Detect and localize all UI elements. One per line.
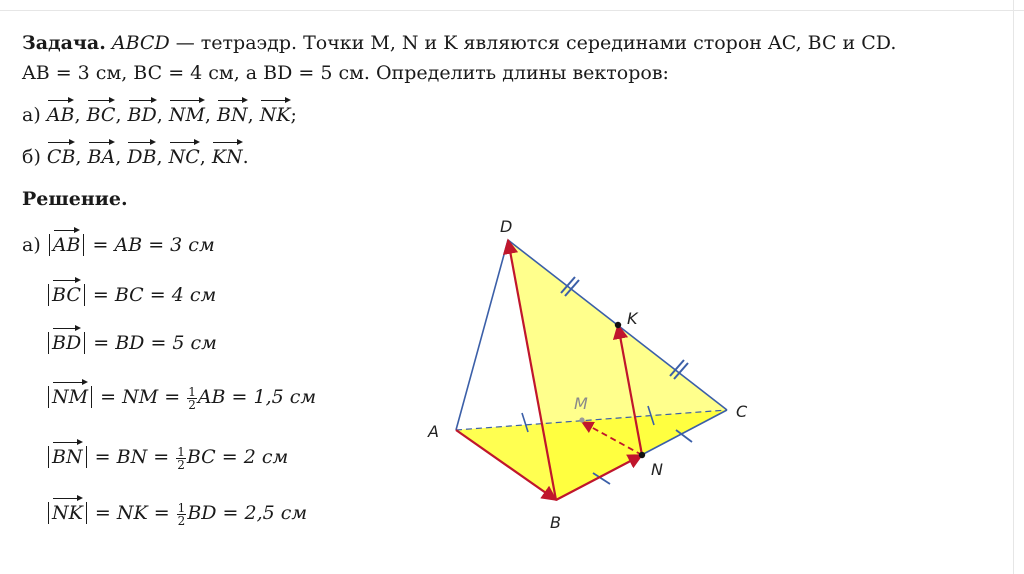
fraction-denominator: 2 [177, 513, 186, 528]
solution-rhs: = BD = 5 см [93, 332, 217, 354]
vector-magnitude [48, 332, 85, 354]
part-a-vector-nm: NM [169, 98, 205, 128]
solution-rhs: = AB = 3 см [92, 234, 215, 256]
solution-lhs: = NM = [100, 386, 181, 408]
solution-row-bc [46, 278, 216, 308]
solution-vector-bc: BC [52, 278, 81, 308]
label-m: M [574, 394, 588, 413]
point-m [579, 417, 584, 422]
part-a-vector-bn: BN [217, 98, 248, 128]
label-c: C [736, 402, 748, 421]
part-b-vector-ba: BA [88, 140, 116, 170]
tetrahedron-name: ABCD [111, 32, 170, 54]
solution-lhs: = BN = [94, 446, 170, 468]
label-n: N [651, 460, 663, 479]
solution-prefix: а) [22, 234, 41, 256]
problem-part-a: а) AB, BC, BD, NM, BN, NK; [22, 98, 297, 128]
fraction-one-half [187, 386, 197, 411]
part-a-prefix: а) [22, 104, 41, 126]
vector-magnitude [48, 502, 87, 524]
fraction-numerator: 1 [188, 384, 196, 399]
part-a-vector-bd: BD [128, 98, 157, 128]
part-b-prefix: б) [22, 146, 41, 168]
solution-vector-bn: BN [52, 440, 83, 470]
vector-magnitude [48, 446, 87, 468]
problem-heading: Задача. [22, 32, 106, 54]
vector-magnitude [48, 386, 92, 408]
problem-line-1 [22, 30, 896, 56]
solution-rhs: AB = 1,5 см [197, 386, 317, 408]
problem-line-1-text: — тетраэдр. Точки M, N и K являются серединами сторон AC, BC и CD. [175, 32, 897, 54]
face-acb [456, 410, 727, 500]
fraction-numerator: 1 [177, 500, 186, 515]
solution-vector-ab: AB [53, 228, 81, 258]
label-d: D [500, 217, 513, 236]
point-n [639, 452, 645, 458]
fraction-one-half [177, 502, 187, 527]
tetrahedron-figure [420, 210, 780, 550]
part-b-vector-list: CB, BA, DB, NC, KN [47, 146, 243, 168]
label-b: B [550, 513, 561, 532]
part-b-vector-kn: KN [212, 140, 243, 170]
vector-magnitude [49, 234, 85, 256]
solution-row-bn [46, 440, 288, 471]
solution-vector-bd: BD [52, 326, 81, 356]
solution-rhs: = BC = 4 см [92, 284, 217, 306]
solution-rhs: BC = 2 см [186, 446, 289, 468]
part-a-vector-nk: NK [260, 98, 291, 128]
solution-row-bd [46, 326, 217, 356]
part-b-vector-cb: CB [47, 140, 76, 170]
slide-frame-right [1013, 0, 1024, 574]
solution-row-nk [46, 496, 307, 527]
fraction-one-half [176, 446, 186, 471]
edge-da [456, 240, 508, 430]
part-a-vector-ab: AB [47, 98, 75, 128]
solution-rhs: BD = 2,5 см [187, 502, 308, 524]
solution-lhs: = NK = [94, 502, 170, 524]
part-b-vector-db: DB [127, 140, 156, 170]
part-a-vector-list: AB, BC, BD, NM, BN, NK [47, 104, 291, 126]
fraction-denominator: 2 [188, 397, 196, 412]
vector-magnitude [48, 284, 85, 306]
slide-frame-top [0, 0, 1024, 11]
part-b-vector-nc: NC [169, 140, 200, 170]
fraction-denominator: 2 [177, 457, 185, 472]
solution-heading: Решение. [22, 188, 128, 210]
problem-part-b: б) CB, BA, DB, NC, KN. [22, 140, 249, 170]
problem-line-2: AB = 3 см, BC = 4 см, а BD = 5 см. Определить длины векторов: [22, 62, 669, 84]
solution-row-nm [46, 380, 316, 411]
label-k: K [627, 309, 638, 328]
solution-vector-nm: NM [52, 380, 88, 410]
solution-row-ab [22, 228, 215, 258]
part-a-vector-bc: BC [87, 98, 116, 128]
solution-vector-nk: NK [52, 496, 83, 526]
fraction-numerator: 1 [177, 444, 185, 459]
label-a: A [428, 422, 439, 441]
point-k [615, 322, 621, 328]
